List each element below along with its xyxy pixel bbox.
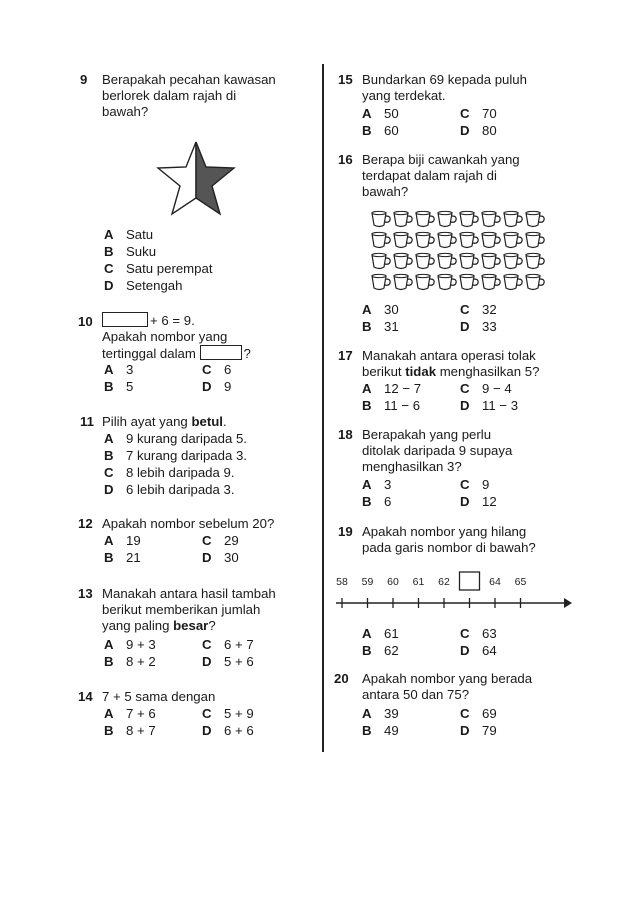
q11-stem-end: . (222, 414, 227, 429)
q15-stem-line: yang terdekat. (362, 88, 446, 103)
q19-stem-line: Apakah nombor yang hilang (362, 524, 527, 539)
option-letter: A (104, 533, 114, 548)
option-text: 9 kurang daripada 5. (126, 431, 247, 446)
q14-number: 14 (78, 689, 93, 704)
q16-option-d[interactable] (460, 319, 497, 334)
cup-icon (504, 211, 522, 226)
option-text: 11 − 3 (482, 398, 519, 413)
cup-icon (372, 232, 390, 247)
q14-option-b[interactable] (104, 723, 156, 738)
q20-option-a[interactable] (362, 706, 399, 721)
q15-stem (362, 72, 527, 104)
option-letter: C (202, 706, 212, 721)
option-letter: B (362, 319, 372, 334)
cup-icon (460, 253, 478, 268)
star-unshaded-half (158, 142, 196, 214)
q17-option-a[interactable] (362, 381, 421, 396)
number-line-label: 62 (438, 576, 450, 588)
cup-icon (526, 253, 544, 268)
cup-icon (394, 211, 412, 226)
option-text: 30 (384, 302, 399, 317)
cup-icon (482, 274, 500, 289)
option-text: 8 lebih daripada 9. (126, 465, 235, 480)
number-line-arrowhead (564, 598, 572, 608)
cup-icon (416, 232, 434, 247)
q11-stem (102, 414, 227, 430)
q14-stem-line: 7 + 5 sama dengan (102, 689, 216, 704)
option-letter: A (362, 706, 372, 721)
option-letter: D (202, 550, 212, 565)
q18-stem-line: ditolak daripada 9 supaya (362, 443, 513, 458)
q12-option-d[interactable] (202, 550, 239, 565)
q19-stem-line: pada garis nombor di bawah? (362, 540, 536, 555)
q11-number: 11 (80, 414, 94, 429)
q13-option-c[interactable] (202, 637, 254, 652)
q11-option-a[interactable] (104, 431, 247, 446)
q20-option-c[interactable] (460, 706, 497, 721)
number-line-label: 61 (412, 576, 425, 588)
q11-option-c[interactable] (104, 465, 235, 480)
option-text: 6 lebih daripada 3. (126, 482, 235, 497)
cup-icon (372, 253, 390, 268)
star-shaded-half (196, 142, 234, 214)
option-text: 30 (224, 550, 239, 565)
q10-stem-line: Apakah nombor yang (102, 329, 228, 344)
q10-stem-line (102, 345, 251, 362)
option-text: 33 (482, 319, 497, 334)
option-letter: D (460, 643, 470, 658)
option-letter: D (460, 494, 470, 509)
option-text: 8 + 2 (126, 654, 156, 669)
option-text: 29 (224, 533, 239, 548)
q9-stem-line: Berapakah pecahan kawasan (102, 72, 276, 87)
q15-option-b[interactable] (362, 123, 399, 138)
q10-number: 10 (78, 314, 93, 329)
option-text: 3 (126, 362, 134, 377)
q18-number: 18 (338, 427, 353, 442)
cup-icon (526, 232, 544, 247)
option-letter: D (202, 723, 212, 738)
q10-question-mark: ? (243, 346, 251, 361)
q13-option-a[interactable] (104, 637, 156, 652)
q16-option-b[interactable] (362, 319, 399, 334)
option-text: 32 (482, 302, 497, 317)
option-letter: A (362, 626, 372, 641)
option-letter: B (104, 654, 114, 669)
q17-option-b[interactable] (362, 398, 420, 413)
option-text: 6 + 6 (224, 723, 254, 738)
q9-option-d[interactable] (104, 278, 182, 293)
cup-icon (460, 211, 478, 226)
option-text: 63 (482, 626, 497, 641)
q10-equation-text: + 6 = 9. (150, 313, 195, 328)
option-text: 9 − 4 (482, 381, 512, 396)
q13-option-b[interactable] (104, 654, 156, 669)
option-letter: B (104, 550, 114, 565)
option-letter: C (460, 477, 470, 492)
option-letter: D (202, 654, 212, 669)
q15-option-a[interactable] (362, 106, 399, 121)
q18-option-a[interactable] (362, 477, 391, 492)
q12-option-a[interactable] (104, 533, 141, 548)
q19-option-a[interactable] (362, 626, 399, 641)
cup-icon (438, 274, 456, 289)
option-letter: C (202, 362, 212, 377)
option-text: 70 (482, 106, 497, 121)
option-text: 50 (384, 106, 399, 121)
cup-icon (372, 211, 390, 226)
q13-stem (102, 586, 276, 634)
cup-icon (416, 253, 434, 268)
cup-icon (482, 211, 500, 226)
q15-number: 15 (338, 72, 353, 87)
option-letter: C (460, 302, 470, 317)
q13-stem-line (102, 618, 276, 634)
option-letter: B (362, 494, 372, 509)
q17-stem-end: menghasilkan 5? (436, 364, 540, 379)
option-text: 79 (482, 723, 497, 738)
option-text: Setengah (126, 278, 183, 293)
number-line-figure (330, 570, 575, 614)
cup-icon (416, 211, 434, 226)
option-letter: A (104, 227, 114, 242)
q11-option-d[interactable] (104, 482, 235, 497)
option-letter: D (104, 278, 114, 293)
q19-option-d[interactable] (460, 643, 497, 658)
q15-option-c[interactable] (460, 106, 497, 121)
q18-stem-line: Berapakah yang perlu (362, 427, 492, 442)
option-letter: B (362, 723, 372, 738)
cup-icon (394, 253, 412, 268)
cup-icon (394, 274, 412, 289)
q13-stem-end: ? (208, 618, 216, 633)
option-text: 9 + 3 (126, 637, 156, 652)
q16-option-c[interactable] (460, 302, 497, 317)
option-text: Suku (126, 244, 157, 259)
option-letter: A (104, 362, 114, 377)
cup-icon (526, 274, 544, 289)
option-text: 49 (384, 723, 399, 738)
q10-stem (102, 312, 251, 362)
option-letter: C (460, 381, 470, 396)
cup-icon (438, 232, 456, 247)
number-line-label: 59 (361, 576, 374, 588)
answer-box (200, 345, 242, 360)
option-letter: B (104, 723, 114, 738)
q9-stem (102, 72, 276, 120)
q19-option-b[interactable] (362, 643, 399, 658)
option-letter: D (460, 319, 470, 334)
option-text: 31 (384, 319, 399, 334)
option-text: 21 (126, 550, 141, 565)
cup-icon (504, 232, 522, 247)
q9-number: 9 (80, 72, 88, 87)
option-letter: C (460, 626, 470, 641)
q10-option-b[interactable] (104, 379, 133, 394)
option-letter: A (362, 302, 372, 317)
q17-stem-line: Manakah antara operasi tolak (362, 348, 536, 363)
q9-option-a[interactable] (104, 227, 153, 242)
q12-stem (102, 516, 274, 532)
q13-stem-line: Manakah antara hasil tambah (102, 586, 276, 601)
option-text: 7 + 6 (126, 706, 156, 721)
number-line-label: 60 (387, 576, 399, 588)
q20-stem (362, 671, 532, 703)
q14-option-d[interactable] (202, 723, 254, 738)
option-letter: C (104, 261, 114, 276)
option-text: Satu (126, 227, 154, 242)
q11-stem-line (102, 414, 227, 430)
q13-stem-bold: besar (173, 618, 209, 633)
number-line-label: 58 (336, 576, 348, 588)
option-text: 80 (482, 123, 497, 138)
option-text: 64 (482, 643, 497, 658)
q12-option-b[interactable] (104, 550, 141, 565)
option-letter: D (460, 723, 470, 738)
option-text: 6 (224, 362, 232, 377)
q20-stem-line: Apakah nombor yang berada (362, 671, 533, 686)
q11-stem-text: Pilih ayat yang (102, 414, 192, 429)
q9-option-b[interactable] (104, 244, 156, 259)
q16-stem (362, 152, 520, 200)
q12-option-c[interactable] (202, 533, 239, 548)
q12-stem-line: Apakah nombor sebelum 20? (102, 516, 275, 531)
q17-stem-text: berikut (362, 364, 406, 379)
number-line-label: 64 (489, 576, 501, 588)
cup-icon (438, 253, 456, 268)
q10-option-c[interactable] (202, 362, 231, 377)
q15-option-d[interactable] (460, 123, 497, 138)
option-letter: B (362, 398, 372, 413)
q14-option-a[interactable] (104, 706, 156, 721)
option-letter: A (104, 431, 114, 446)
option-text: 12 − 7 (384, 381, 422, 396)
cups-figure (370, 210, 550, 296)
q20-option-d[interactable] (460, 723, 497, 738)
q10-stem-text: tertinggal dalam (102, 346, 196, 361)
option-text: 12 (482, 494, 497, 509)
option-letter: A (104, 637, 114, 652)
q10-equation (102, 312, 251, 329)
q17-option-d[interactable] (460, 398, 518, 413)
option-text: 9 (224, 379, 232, 394)
q10-option-d[interactable] (202, 379, 231, 394)
option-letter: B (362, 123, 372, 138)
option-letter: B (104, 379, 114, 394)
q18-stem (362, 427, 512, 475)
q16-stem-line: Berapa biji cawankah yang (362, 152, 520, 167)
option-text: 62 (384, 643, 399, 658)
cup-icon (460, 232, 478, 247)
cup-icon (372, 274, 390, 289)
q16-stem-line: bawah? (362, 184, 409, 199)
option-letter: A (362, 381, 372, 396)
option-text: 7 kurang daripada 3. (126, 448, 247, 463)
option-text: 39 (384, 706, 399, 721)
option-letter: B (104, 448, 114, 463)
option-letter: C (202, 533, 212, 548)
q10-option-a[interactable] (104, 362, 133, 377)
option-text: 8 + 7 (126, 723, 156, 738)
cup-icon (482, 253, 500, 268)
q17-option-c[interactable] (460, 381, 512, 396)
q20-stem-line: antara 50 dan 75? (362, 687, 470, 702)
option-letter: C (202, 637, 212, 652)
option-letter: C (460, 106, 470, 121)
q18-option-b[interactable] (362, 494, 391, 509)
option-text: 9 (482, 477, 490, 492)
option-text: 19 (126, 533, 141, 548)
q19-option-c[interactable] (460, 626, 497, 641)
option-letter: C (104, 465, 114, 480)
option-letter: A (362, 477, 372, 492)
q14-stem (102, 689, 215, 705)
answer-box (102, 312, 148, 327)
missing-number-box (460, 572, 480, 590)
cup-icon (460, 274, 478, 289)
q18-stem-line: menghasilkan 3? (362, 459, 462, 474)
option-text: 3 (384, 477, 392, 492)
q9-stem-line: bawah? (102, 104, 149, 119)
option-letter: A (362, 106, 372, 121)
cup-icon (526, 211, 544, 226)
option-letter: B (104, 244, 114, 259)
option-letter: D (202, 379, 212, 394)
cup-icon (394, 232, 412, 247)
number-line-label: 65 (514, 576, 527, 588)
q13-stem-text: yang paling (102, 618, 174, 633)
option-text: 6 + 7 (224, 637, 254, 652)
q9-option-c[interactable] (104, 261, 213, 276)
q20-number: 20 (334, 671, 349, 686)
q12-number: 12 (78, 516, 93, 531)
q20-option-b[interactable] (362, 723, 399, 738)
option-text: Satu perempat (126, 261, 213, 276)
cup-icon (438, 211, 456, 226)
option-letter: A (104, 706, 114, 721)
q11-stem-bold: betul (191, 414, 223, 429)
q18-option-c[interactable] (460, 477, 489, 492)
option-letter: D (460, 123, 470, 138)
q16-number: 16 (338, 152, 353, 167)
cup-icon (504, 253, 522, 268)
option-text: 5 (126, 379, 134, 394)
option-letter: B (362, 643, 372, 658)
option-text: 69 (482, 706, 497, 721)
q13-stem-line: berikut memberikan jumlah (102, 602, 261, 617)
q16-stem-line: terdapat dalam rajah di (362, 168, 497, 183)
q11-option-b[interactable] (104, 448, 247, 463)
half-shaded-star-figure (156, 140, 236, 218)
cup-icon (482, 232, 500, 247)
option-text: 5 + 6 (224, 654, 254, 669)
q17-stem (362, 348, 539, 380)
option-text: 6 (384, 494, 392, 509)
q15-stem-line: Bundarkan 69 kepada puluh (362, 72, 527, 87)
q19-number: 19 (338, 524, 353, 539)
option-letter: D (104, 482, 114, 497)
option-text: 61 (384, 626, 399, 641)
q19-stem (362, 524, 536, 556)
option-text: 5 + 9 (224, 706, 254, 721)
q9-stem-line: berlorek dalam rajah di (102, 88, 237, 103)
q14-option-c[interactable] (202, 706, 254, 721)
q17-number: 17 (338, 348, 353, 363)
cup-icon (416, 274, 434, 289)
q17-stem-line (362, 364, 539, 380)
q16-option-a[interactable] (362, 302, 399, 317)
option-letter: D (460, 398, 470, 413)
q13-option-d[interactable] (202, 654, 254, 669)
cup-icon (504, 274, 522, 289)
q17-stem-bold: tidak (405, 364, 437, 379)
option-text: 11 − 6 (384, 398, 421, 413)
column-divider (322, 64, 324, 752)
q13-number: 13 (78, 586, 93, 601)
option-letter: C (460, 706, 470, 721)
option-text: 60 (384, 123, 399, 138)
q18-option-d[interactable] (460, 494, 497, 509)
